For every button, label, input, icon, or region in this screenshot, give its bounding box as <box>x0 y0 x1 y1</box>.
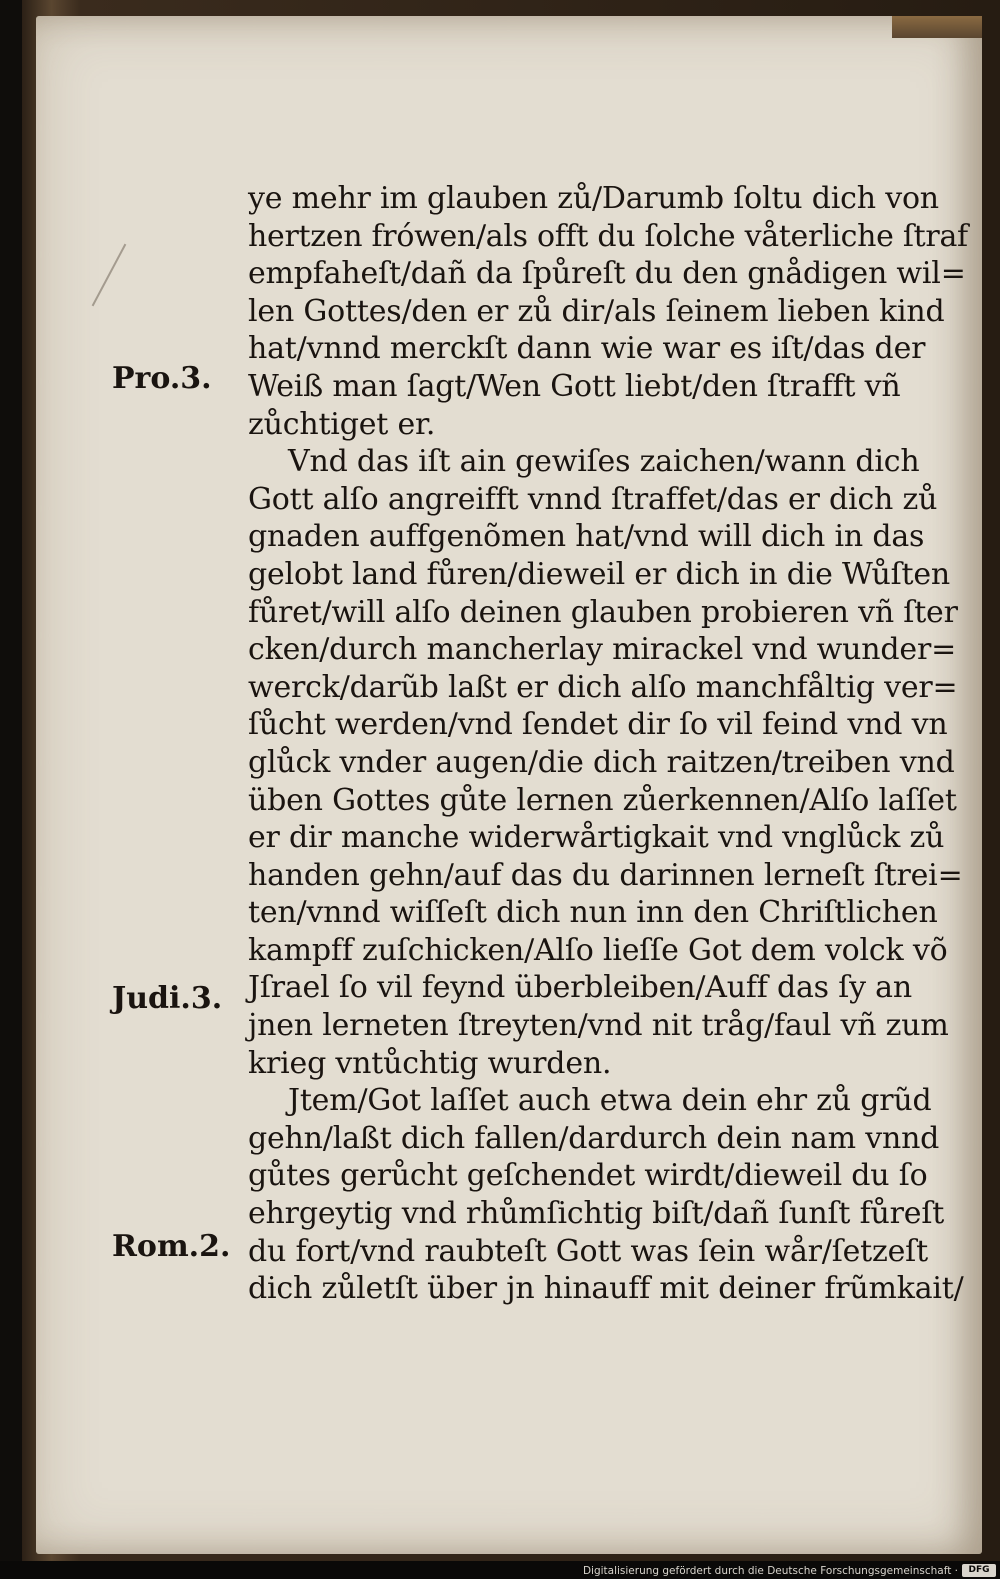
dfg-logo: DFG <box>962 1564 996 1577</box>
margin-note-judi: Judi.3. <box>112 981 223 1016</box>
text-line: ye mehr im glauben zů/Darumb ſoltu dich von <box>248 181 939 216</box>
text-line: üben Gottes gůte lernen zůerkennen/Alſo laſſet <box>248 782 957 818</box>
text-line: hertzen frówen/als offt du ſolche våterliche ſtraf <box>248 218 968 254</box>
text-line: zůchtiget er. <box>248 406 436 442</box>
text-line: gehn/laßt dich fallen/dardurch dein nam vnnd <box>248 1120 940 1156</box>
text-line: du fort/vnd raubteſt Gott was ſein wår/ſetzeſt <box>248 1233 928 1269</box>
text-line: hat/vnnd merckſt dann wie war es iſt/das der <box>248 331 926 367</box>
text-line: Jtem/Got laſſet auch etwa dein ehr zů grũd <box>288 1083 932 1119</box>
text-line: handen gehn/auf das du darinnen lerneſt ſtrei= <box>248 857 963 893</box>
text-line: Jſrael ſo vil feynd überbleiben/Auff das ſy an <box>248 970 912 1006</box>
text-line: gelobt land fůren/dieweil er dich in die Wůſten <box>248 556 951 592</box>
text-line: krieg vntůchtig wurden. <box>248 1045 612 1081</box>
text-line: ehrgeytig vnd rhůmſichtig biſt/dañ ſunſt fůreſt <box>248 1196 945 1232</box>
footer-bar <box>0 1561 1000 1579</box>
text-line: fůret/will alſo deinen glauben probieren vñ ſter <box>248 594 958 630</box>
text-line: gůtes gerůcht geſchendet wirdt/dieweil du ſo <box>248 1158 928 1194</box>
page-corner <box>892 16 982 38</box>
text-line: er dir manche widerwårtigkait vnd vnglůck zů <box>248 820 945 856</box>
margin-note-rom: Rom.2. <box>112 1229 231 1264</box>
text-line: ſůcht werden/vnd ſendet dir ſo vil feind vnd vn <box>248 707 948 743</box>
text-line: Vnd das iſt ain gewiſes zaichen/wann dich <box>288 444 920 480</box>
body-text <box>248 180 968 1308</box>
text-line: werck/darũb laßt er dich alſo manchfåltig ver= <box>248 669 958 705</box>
text-line: gnaden auffgenõmen hat/vnd will dich in das <box>248 519 925 555</box>
margin-note-pro: Pro.3. <box>112 361 212 396</box>
text-line: empfaheſt/dañ da ſpůreſt du den gnådigen wil= <box>248 256 966 292</box>
text-line: glůck vnder augen/die dich raitzen/treiben vnd <box>248 744 955 780</box>
text-line: len Gottes/den er zů dir/als ſeinem lieben kind <box>248 293 945 329</box>
text-line: Weiß man ſagt/Wen Gott liebt/den ſtrafft vñ <box>248 368 901 404</box>
text-line: dich zůletſt über jn hinauff mit deiner frũmkait/ <box>248 1271 964 1307</box>
text-line: Gott alſo angreifft vnnd ſtraffet/das er dich zů <box>248 481 938 517</box>
text-line: cken/durch mancherlay mirackel vnd wunder= <box>248 632 957 668</box>
funding-credit: Digitalisierung gefördert durch die Deutsche Forschungsgemeinschaft · <box>582 1565 958 1577</box>
text-line: jnen lerneten ſtreyten/vnd nit tråg/faul vñ zum <box>248 1008 949 1044</box>
text-line: ten/vnnd wiſſeſt dich nun inn den Chriſtlichen <box>248 895 938 931</box>
text-line: kampff zuſchicken/Alſo lieſſe Got dem volck võ <box>248 932 948 968</box>
